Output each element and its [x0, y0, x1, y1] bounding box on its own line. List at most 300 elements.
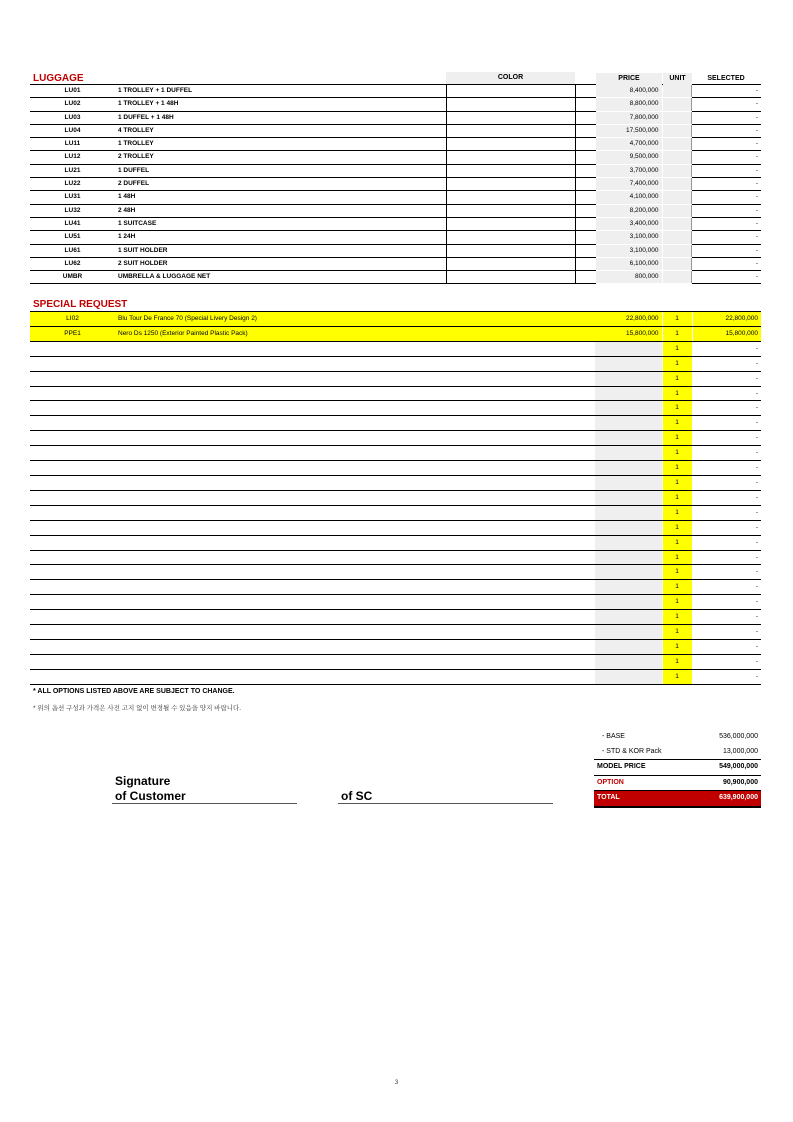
- luggage-section-title: LUGGAGE: [33, 73, 84, 84]
- luggage-unit-cell: [662, 231, 691, 244]
- special-description: [115, 565, 595, 580]
- luggage-row: [30, 231, 761, 244]
- luggage-code: LU01: [30, 85, 115, 98]
- summary-total-row: [594, 791, 761, 807]
- special-code: [30, 401, 115, 416]
- luggage-price: 7,400,000: [596, 178, 662, 191]
- special-unit: 1: [662, 520, 692, 535]
- special-code: [30, 669, 115, 684]
- special-selected: -: [692, 356, 761, 371]
- special-price: [595, 595, 662, 610]
- special-description: [115, 356, 595, 371]
- luggage-selected: -: [691, 217, 761, 230]
- special-request-row: [30, 520, 761, 535]
- special-request-row: [30, 550, 761, 565]
- luggage-unit-cell: [662, 85, 691, 98]
- luggage-name: 1 48H: [115, 191, 446, 204]
- special-code: LI02: [30, 312, 115, 326]
- luggage-gap-cell: [575, 244, 596, 257]
- special-description: [115, 610, 595, 625]
- special-description: [115, 669, 595, 684]
- special-code: [30, 595, 115, 610]
- luggage-gap-cell: [575, 191, 596, 204]
- luggage-row: [30, 98, 761, 111]
- special-unit: 1: [662, 669, 692, 684]
- luggage-selected: -: [691, 111, 761, 124]
- luggage-gap-cell: [575, 164, 596, 177]
- special-request-row: [30, 565, 761, 580]
- summary-model-row: [594, 760, 761, 776]
- special-description: [115, 475, 595, 490]
- total-value: 639,900,000: [696, 791, 761, 807]
- luggage-gap-cell: [575, 257, 596, 270]
- luggage-price: 4,100,000: [596, 191, 662, 204]
- luggage-row: [30, 244, 761, 257]
- special-code: [30, 654, 115, 669]
- luggage-color-cell: [446, 244, 575, 257]
- special-unit: 1: [662, 550, 692, 565]
- special-unit: 1: [662, 341, 692, 356]
- total-label: TOTAL: [594, 791, 696, 807]
- luggage-name: 1 DUFFEL: [115, 164, 446, 177]
- luggage-row: [30, 85, 761, 98]
- luggage-code: LU61: [30, 244, 115, 257]
- luggage-color-cell: [446, 191, 575, 204]
- special-description: [115, 401, 595, 416]
- luggage-row: [30, 178, 761, 191]
- special-selected: -: [692, 401, 761, 416]
- luggage-price: 800,000: [596, 271, 662, 284]
- luggage-color-cell: [446, 231, 575, 244]
- luggage-unit-cell: [662, 257, 691, 270]
- luggage-gap-cell: [575, 271, 596, 284]
- luggage-code: LU02: [30, 98, 115, 111]
- sc-signature-line[interactable]: [338, 803, 553, 804]
- special-code: [30, 371, 115, 386]
- luggage-color-cell: [446, 217, 575, 230]
- special-request-row: [30, 654, 761, 669]
- special-request-row: [30, 401, 761, 416]
- special-unit: 1: [662, 431, 692, 446]
- special-price: [595, 386, 662, 401]
- luggage-gap-cell: [575, 98, 596, 111]
- luggage-selected: -: [691, 231, 761, 244]
- special-request-row: [30, 461, 761, 476]
- special-selected: -: [692, 446, 761, 461]
- special-description: [115, 550, 595, 565]
- special-selected: 15,800,000: [692, 326, 761, 341]
- special-description: [115, 625, 595, 640]
- special-unit: 1: [662, 446, 692, 461]
- special-unit: 1: [662, 312, 692, 326]
- summary-base-row: [594, 730, 761, 745]
- special-description: [115, 639, 595, 654]
- luggage-row: [30, 257, 761, 270]
- luggage-name: 1 SUITCASE: [115, 217, 446, 230]
- color-header: COLOR: [446, 72, 575, 84]
- special-code: [30, 475, 115, 490]
- luggage-unit-cell: [662, 98, 691, 111]
- luggage-price: 9,500,000: [596, 151, 662, 164]
- special-request-row: [30, 535, 761, 550]
- special-selected: -: [692, 565, 761, 580]
- special-selected: -: [692, 520, 761, 535]
- special-price: [595, 401, 662, 416]
- option-label: OPTION: [594, 775, 696, 791]
- special-price: [595, 639, 662, 654]
- luggage-color-cell: [446, 204, 575, 217]
- special-selected: -: [692, 669, 761, 684]
- special-unit: 1: [662, 416, 692, 431]
- luggage-color-cell: [446, 85, 575, 98]
- special-selected: -: [692, 490, 761, 505]
- special-description: [115, 595, 595, 610]
- luggage-gap-cell: [575, 178, 596, 191]
- luggage-color-cell: [446, 164, 575, 177]
- special-description: [115, 580, 595, 595]
- luggage-gap-cell: [575, 231, 596, 244]
- luggage-selected: -: [691, 257, 761, 270]
- special-description: [115, 446, 595, 461]
- luggage-name: 4 TROLLEY: [115, 124, 446, 137]
- luggage-row: [30, 191, 761, 204]
- luggage-color-cell: [446, 98, 575, 111]
- luggage-unit-cell: [662, 204, 691, 217]
- luggage-code: LU12: [30, 151, 115, 164]
- luggage-name: 1 TROLLEY: [115, 138, 446, 151]
- luggage-code: LU51: [30, 231, 115, 244]
- special-price: [595, 669, 662, 684]
- special-description: Nero Ds 1250 (Exterior Painted Plastic Pack): [115, 326, 595, 341]
- luggage-row: [30, 204, 761, 217]
- luggage-selected: -: [691, 164, 761, 177]
- luggage-color-cell: [446, 271, 575, 284]
- price-summary: [594, 730, 761, 808]
- luggage-gap-cell: [575, 111, 596, 124]
- luggage-price: 8,800,000: [596, 98, 662, 111]
- luggage-code: LU31: [30, 191, 115, 204]
- summary-std-row: [594, 745, 761, 760]
- special-price: [595, 535, 662, 550]
- special-selected: -: [692, 461, 761, 476]
- luggage-unit-cell: [662, 124, 691, 137]
- luggage-row: [30, 124, 761, 137]
- special-selected: -: [692, 341, 761, 356]
- special-code: [30, 341, 115, 356]
- special-request-row: [30, 475, 761, 490]
- special-request-row: [30, 610, 761, 625]
- special-unit: 1: [662, 595, 692, 610]
- special-code: [30, 550, 115, 565]
- summary-option-row: [594, 775, 761, 791]
- luggage-selected: -: [691, 204, 761, 217]
- special-unit: 1: [662, 371, 692, 386]
- special-request-row: [30, 669, 761, 684]
- special-request-row: [30, 356, 761, 371]
- luggage-selected: -: [691, 178, 761, 191]
- luggage-name: 1 TROLLEY + 1 48H: [115, 98, 446, 111]
- special-request-row: [30, 326, 761, 341]
- luggage-selected: -: [691, 138, 761, 151]
- std-pack-value: 13,000,000: [696, 745, 761, 760]
- luggage-gap-cell: [575, 138, 596, 151]
- special-description: [115, 535, 595, 550]
- special-price: [595, 371, 662, 386]
- luggage-selected: -: [691, 244, 761, 257]
- special-price: [595, 505, 662, 520]
- model-price-label: MODEL PRICE: [594, 760, 696, 776]
- special-code: [30, 580, 115, 595]
- special-price: [595, 446, 662, 461]
- base-label: - BASE: [602, 733, 625, 740]
- luggage-name: 2 DUFFEL: [115, 178, 446, 191]
- special-description: [115, 431, 595, 446]
- luggage-selected: -: [691, 151, 761, 164]
- special-unit: 1: [662, 565, 692, 580]
- luggage-table: [30, 85, 761, 284]
- page-number: 3: [394, 1080, 399, 1086]
- special-code: [30, 520, 115, 535]
- special-code: [30, 446, 115, 461]
- special-selected: -: [692, 639, 761, 654]
- luggage-color-cell: [446, 111, 575, 124]
- option-value: 90,900,000: [696, 775, 761, 791]
- luggage-price: 3,400,000: [596, 217, 662, 230]
- special-unit: 1: [662, 490, 692, 505]
- special-price: [595, 341, 662, 356]
- luggage-name: 2 TROLLEY: [115, 151, 446, 164]
- luggage-gap-cell: [575, 151, 596, 164]
- special-price: [595, 565, 662, 580]
- special-description: [115, 461, 595, 476]
- luggage-selected: -: [691, 191, 761, 204]
- luggage-price: 4,700,000: [596, 138, 662, 151]
- luggage-row: [30, 151, 761, 164]
- special-description: [115, 386, 595, 401]
- luggage-row: [30, 164, 761, 177]
- change-notice-korean: * 위의 옵션 구성과 가격은 사전 고지 없이 변경될 수 있음을 양지 바랍니다.: [33, 705, 242, 712]
- luggage-unit-cell: [662, 151, 691, 164]
- special-selected: -: [692, 386, 761, 401]
- special-unit: 1: [662, 505, 692, 520]
- luggage-code: LU03: [30, 111, 115, 124]
- special-price: [595, 416, 662, 431]
- special-code: [30, 639, 115, 654]
- luggage-code: LU22: [30, 178, 115, 191]
- luggage-gap-cell: [575, 85, 596, 98]
- luggage-color-cell: [446, 151, 575, 164]
- luggage-code: LU11: [30, 138, 115, 151]
- luggage-unit-cell: [662, 244, 691, 257]
- special-selected: -: [692, 505, 761, 520]
- luggage-color-cell: [446, 138, 575, 151]
- luggage-selected: -: [691, 85, 761, 98]
- special-price: [595, 625, 662, 640]
- special-description: Blu Tour De France 70 (Special Livery Design 2): [115, 312, 595, 326]
- luggage-unit-cell: [662, 164, 691, 177]
- special-request-row: [30, 446, 761, 461]
- luggage-name: 1 DUFFEL + 1 48H: [115, 111, 446, 124]
- special-price: [595, 610, 662, 625]
- special-code: [30, 565, 115, 580]
- luggage-selected: -: [691, 124, 761, 137]
- special-request-row: [30, 386, 761, 401]
- price-header: PRICE: [596, 73, 662, 85]
- special-code: [30, 461, 115, 476]
- luggage-price: 7,800,000: [596, 111, 662, 124]
- special-selected: 22,800,000: [692, 312, 761, 326]
- luggage-gap-cell: [575, 124, 596, 137]
- luggage-unit-cell: [662, 138, 691, 151]
- luggage-unit-cell: [662, 217, 691, 230]
- special-selected: -: [692, 654, 761, 669]
- special-request-row: [30, 639, 761, 654]
- special-request-row: [30, 341, 761, 356]
- special-selected: -: [692, 550, 761, 565]
- special-request-row: [30, 625, 761, 640]
- std-pack-label: - STD & KOR Pack: [594, 745, 696, 760]
- luggage-selected: -: [691, 271, 761, 284]
- special-price: [595, 580, 662, 595]
- special-price: [595, 431, 662, 446]
- special-unit: 1: [662, 654, 692, 669]
- special-selected: -: [692, 475, 761, 490]
- luggage-price: 8,200,000: [596, 204, 662, 217]
- model-price-value: 549,000,000: [696, 760, 761, 776]
- special-selected: -: [692, 625, 761, 640]
- luggage-color-cell: [446, 178, 575, 191]
- special-code: [30, 535, 115, 550]
- special-code: [30, 416, 115, 431]
- luggage-color-cell: [446, 257, 575, 270]
- special-price: [595, 461, 662, 476]
- luggage-name: 1 24H: [115, 231, 446, 244]
- special-selected: -: [692, 416, 761, 431]
- special-unit: 1: [662, 639, 692, 654]
- luggage-name: UMBRELLA & LUGGAGE NET: [115, 271, 446, 284]
- special-request-row: [30, 505, 761, 520]
- selected-header: SELECTED: [707, 75, 745, 82]
- special-request-row: [30, 580, 761, 595]
- special-selected: -: [692, 595, 761, 610]
- special-request-row: [30, 371, 761, 386]
- luggage-name: 1 SUIT HOLDER: [115, 244, 446, 257]
- luggage-price: 3,700,000: [596, 164, 662, 177]
- special-price: 15,800,000: [595, 326, 662, 341]
- luggage-price: 8,400,000: [596, 85, 662, 98]
- luggage-name: 2 48H: [115, 204, 446, 217]
- special-price: [595, 520, 662, 535]
- special-request-row: [30, 416, 761, 431]
- change-notice: * ALL OPTIONS LISTED ABOVE ARE SUBJECT TO CHANGE.: [33, 688, 235, 695]
- signature-label: Signature: [115, 774, 171, 788]
- special-request-table: [30, 312, 761, 685]
- luggage-gap-cell: [575, 217, 596, 230]
- luggage-name: 2 SUIT HOLDER: [115, 257, 446, 270]
- special-unit: 1: [662, 475, 692, 490]
- luggage-price: 3,100,000: [596, 244, 662, 257]
- luggage-unit-cell: [662, 111, 691, 124]
- special-selected: -: [692, 371, 761, 386]
- special-description: [115, 654, 595, 669]
- special-code: [30, 431, 115, 446]
- special-unit: 1: [662, 386, 692, 401]
- special-price: [595, 550, 662, 565]
- base-value: 536,000,000: [719, 733, 758, 740]
- special-selected: -: [692, 535, 761, 550]
- special-request-row: [30, 312, 761, 326]
- special-request-row: [30, 595, 761, 610]
- luggage-unit-cell: [662, 191, 691, 204]
- special-description: [115, 371, 595, 386]
- special-description: [115, 416, 595, 431]
- luggage-row: [30, 111, 761, 124]
- luggage-price: 6,100,000: [596, 257, 662, 270]
- special-description: [115, 520, 595, 535]
- special-request-row: [30, 490, 761, 505]
- special-unit: 1: [662, 461, 692, 476]
- special-code: [30, 625, 115, 640]
- special-code: [30, 386, 115, 401]
- special-description: [115, 341, 595, 356]
- luggage-code: LU32: [30, 204, 115, 217]
- special-unit: 1: [662, 326, 692, 341]
- special-code: [30, 490, 115, 505]
- special-price: [595, 356, 662, 371]
- luggage-color-cell: [446, 124, 575, 137]
- special-unit: 1: [662, 610, 692, 625]
- special-unit: 1: [662, 356, 692, 371]
- special-unit: 1: [662, 625, 692, 640]
- special-price: [595, 654, 662, 669]
- customer-signature-label: of Customer: [115, 789, 186, 803]
- special-unit: 1: [662, 401, 692, 416]
- special-unit: 1: [662, 580, 692, 595]
- special-selected: -: [692, 431, 761, 446]
- luggage-code: LU04: [30, 124, 115, 137]
- special-description: [115, 490, 595, 505]
- special-price: [595, 490, 662, 505]
- luggage-selected: -: [691, 98, 761, 111]
- special-selected: -: [692, 610, 761, 625]
- special-request-row: [30, 431, 761, 446]
- luggage-code: LU41: [30, 217, 115, 230]
- luggage-unit-cell: [662, 271, 691, 284]
- unit-header: UNIT: [663, 73, 692, 85]
- special-code: [30, 610, 115, 625]
- special-selected: -: [692, 580, 761, 595]
- luggage-name: 1 TROLLEY + 1 DUFFEL: [115, 85, 446, 98]
- special-price: 22,800,000: [595, 312, 662, 326]
- special-unit: 1: [662, 535, 692, 550]
- special-code: [30, 356, 115, 371]
- customer-signature-line[interactable]: [112, 803, 297, 804]
- special-price: [595, 475, 662, 490]
- special-code: PPE1: [30, 326, 115, 341]
- luggage-gap-cell: [575, 204, 596, 217]
- luggage-unit-cell: [662, 178, 691, 191]
- luggage-price: 17,500,000: [596, 124, 662, 137]
- sc-signature-label: of SC: [341, 789, 373, 803]
- luggage-row: [30, 138, 761, 151]
- luggage-code: LU62: [30, 257, 115, 270]
- luggage-code: UMBR: [30, 271, 115, 284]
- luggage-row: [30, 271, 761, 284]
- luggage-code: LU21: [30, 164, 115, 177]
- special-code: [30, 505, 115, 520]
- special-request-title: SPECIAL REQUEST: [33, 299, 128, 310]
- luggage-row: [30, 217, 761, 230]
